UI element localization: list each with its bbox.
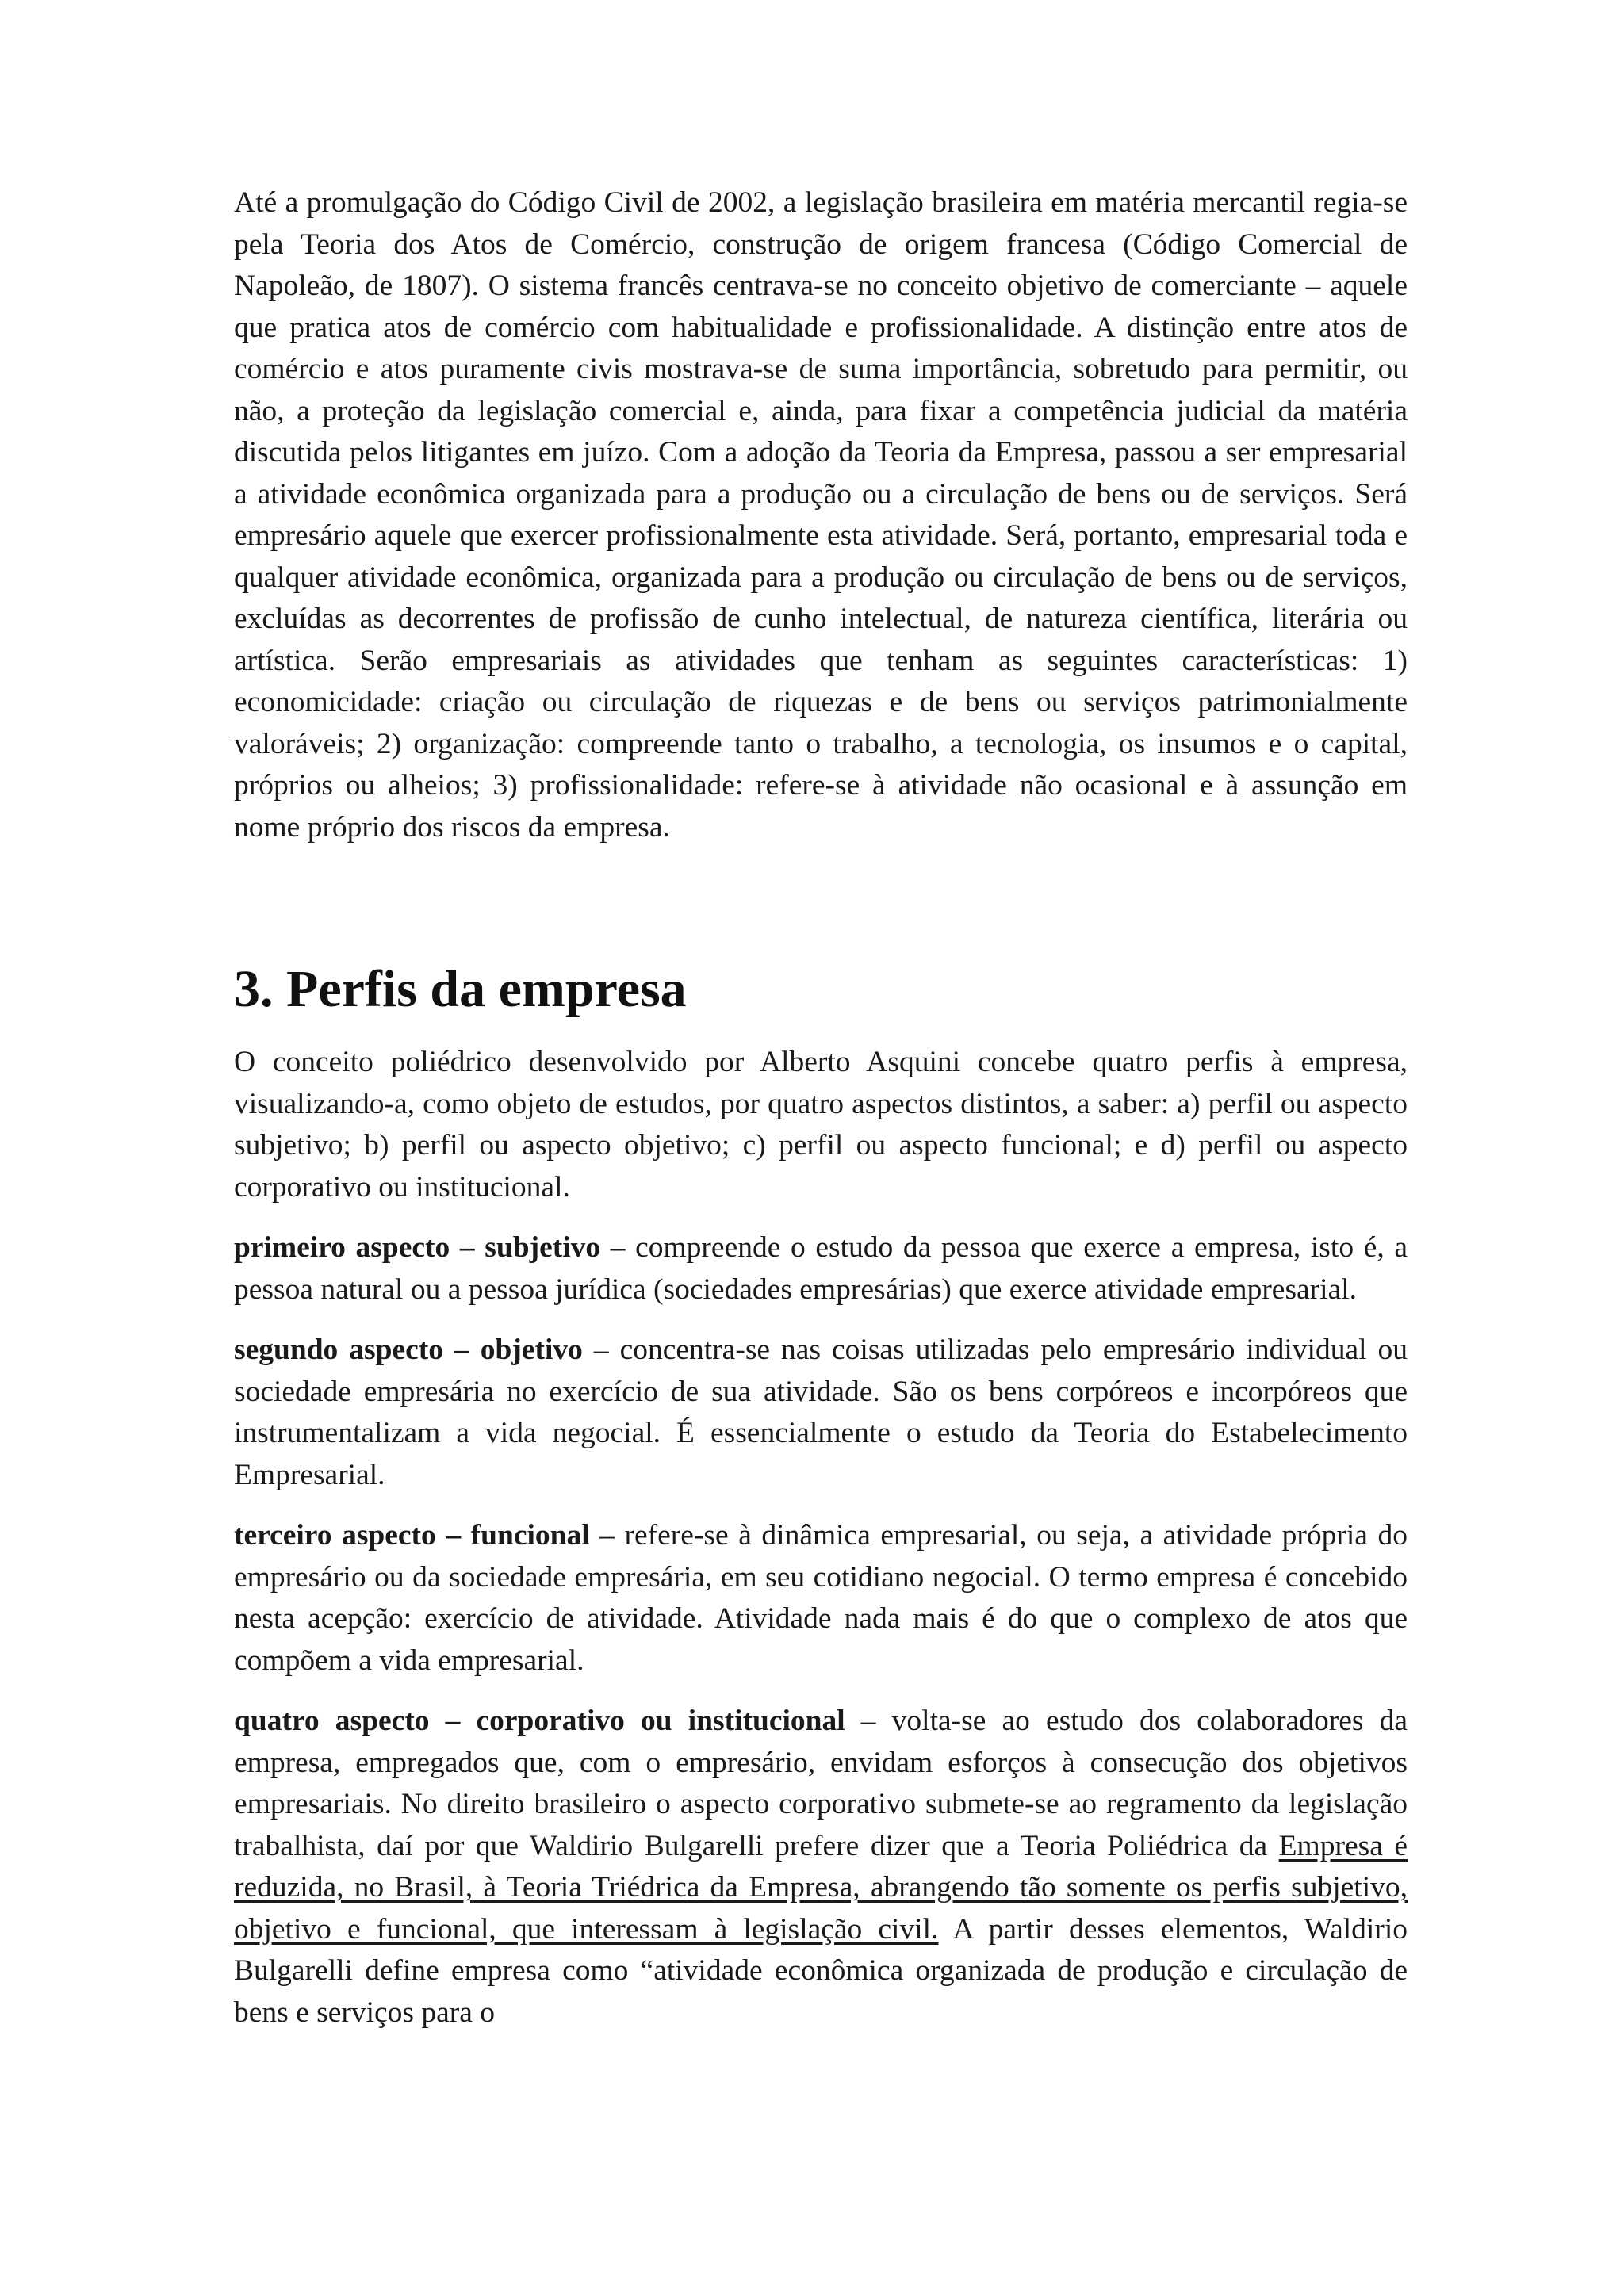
- aspect-objective-term: segundo aspecto – objetivo: [234, 1334, 583, 1366]
- aspect-corporate-paragraph: [234, 1701, 1408, 2034]
- aspect-corporate-text-before: – volta-se ao estudo dos colaboradores da empresa, empregados que, com o empresário, envidam esforços à consecução dos objetivos empresariais. No direito brasileiro o aspecto corporativo submete-se ao regramento da legislação trabalhista, daí por que Waldirio Bulgarelli prefere dizer que a Teoria Poliédrica da: [234, 1705, 1408, 1862]
- aspect-subjective-text: – compreende o estudo da pessoa que exerce a empresa, isto é, a pessoa natural ou a pessoa jurídica (sociedades empresárias) que exerce atividade empresarial.: [234, 1231, 1408, 1306]
- intro-paragraph: Até a promulgação do Código Civil de 2002, a legislação brasileira em matéria mercantil regia-se pela Teoria dos Atos de Comércio, construção de origem francesa (Código Comercial de Napoleão, de 1807). O sistema francês centrava-se no conceito objetivo de comerciante – aquele que pratica atos de comércio com habitualidade e profissionalidade. A distinção entre atos de comércio e atos puramente civis mostrava-se de suma importância, sobretudo para permitir, ou não, a proteção da legislação comercial e, ainda, para fixar a competência judicial da matéria discutida pelos litigantes em juízo. Com a adoção da Teoria da Empresa, passou a ser empresarial a atividade econômica organizada para a produção ou a circulação de bens ou de serviços. Será empresário aquele que exercer profissionalmente esta atividade. Será, portanto, empresarial toda e qualquer atividade econômica, organizada para a produção ou circulação de bens ou de serviços, excluídas as decorrentes de profissão de cunho intelectual, de natureza científica, literária ou artística. Serão empresariais as atividades que tenham as seguintes características: 1) economicidade: criação ou circulação de riquezas e de bens ou serviços patrimonialmente valoráveis; 2) organização: compreende tanto o trabalho, a tecnologia, os insumos e o capital, próprios ou alheios; 3) profissionalidade: refere-se à atividade não ocasional e à assunção em nome próprio dos riscos da empresa.: [234, 186, 1408, 844]
- aspect-corporate-text-after: A partir desses elementos, Waldirio Bulgarelli define empresa como “atividade econômica organizada de produção e circulação de bens e serviços para o: [234, 1912, 1408, 2029]
- aspect-corporate-term: quatro aspecto – corporativo ou institucional: [234, 1705, 845, 1737]
- aspect-functional-term: terceiro aspecto – funcional: [234, 1519, 590, 1552]
- section-intro-paragraph: O conceito poliédrico desenvolvido por Alberto Asquini concebe quatro perfis à empresa, visualizando-a, como objeto de estudos, por quatro aspectos distintos, a saber: a) perfil ou aspecto subjetivo; b) perfil ou aspecto objetivo; c) perfil ou aspecto funcional; e d) perfil ou aspecto corporativo ou institucional.: [234, 1046, 1408, 1203]
- aspect-functional-paragraph: [234, 1515, 1408, 1682]
- document-page: [234, 182, 1408, 2034]
- section-heading: 3. Perfis da empresa: [234, 960, 687, 1018]
- aspect-subjective-term: primeiro aspecto – subjetivo: [234, 1231, 601, 1264]
- aspect-corporate-underlined-text: Empresa é reduzida, no Brasil, à Teoria Triédrica da Empresa, abrangendo tão somente os perfis subjetivo, objetivo e funcional, que interessam à legislação civil.: [234, 1829, 1408, 1946]
- aspect-subjective-paragraph: [234, 1227, 1408, 1311]
- aspect-objective-paragraph: [234, 1330, 1408, 1496]
- aspect-functional-text: – refere-se à dinâmica empresarial, ou seja, a atividade própria do empresário ou da sociedade empresária, em seu cotidiano negocial. O termo empresa é concebido nesta acepção: exercício de atividade. Atividade nada mais é do que o complexo de atos que compõem a vida empresarial.: [234, 1519, 1408, 1677]
- aspect-objective-text: – concentra-se nas coisas utilizadas pelo empresário individual ou sociedade empresária no exercício de sua atividade. São os bens corpóreos e incorpóreos que instrumentalizam a vida negocial. É essencialmente o estudo da Teoria do Estabelecimento Empresarial.: [234, 1334, 1408, 1491]
